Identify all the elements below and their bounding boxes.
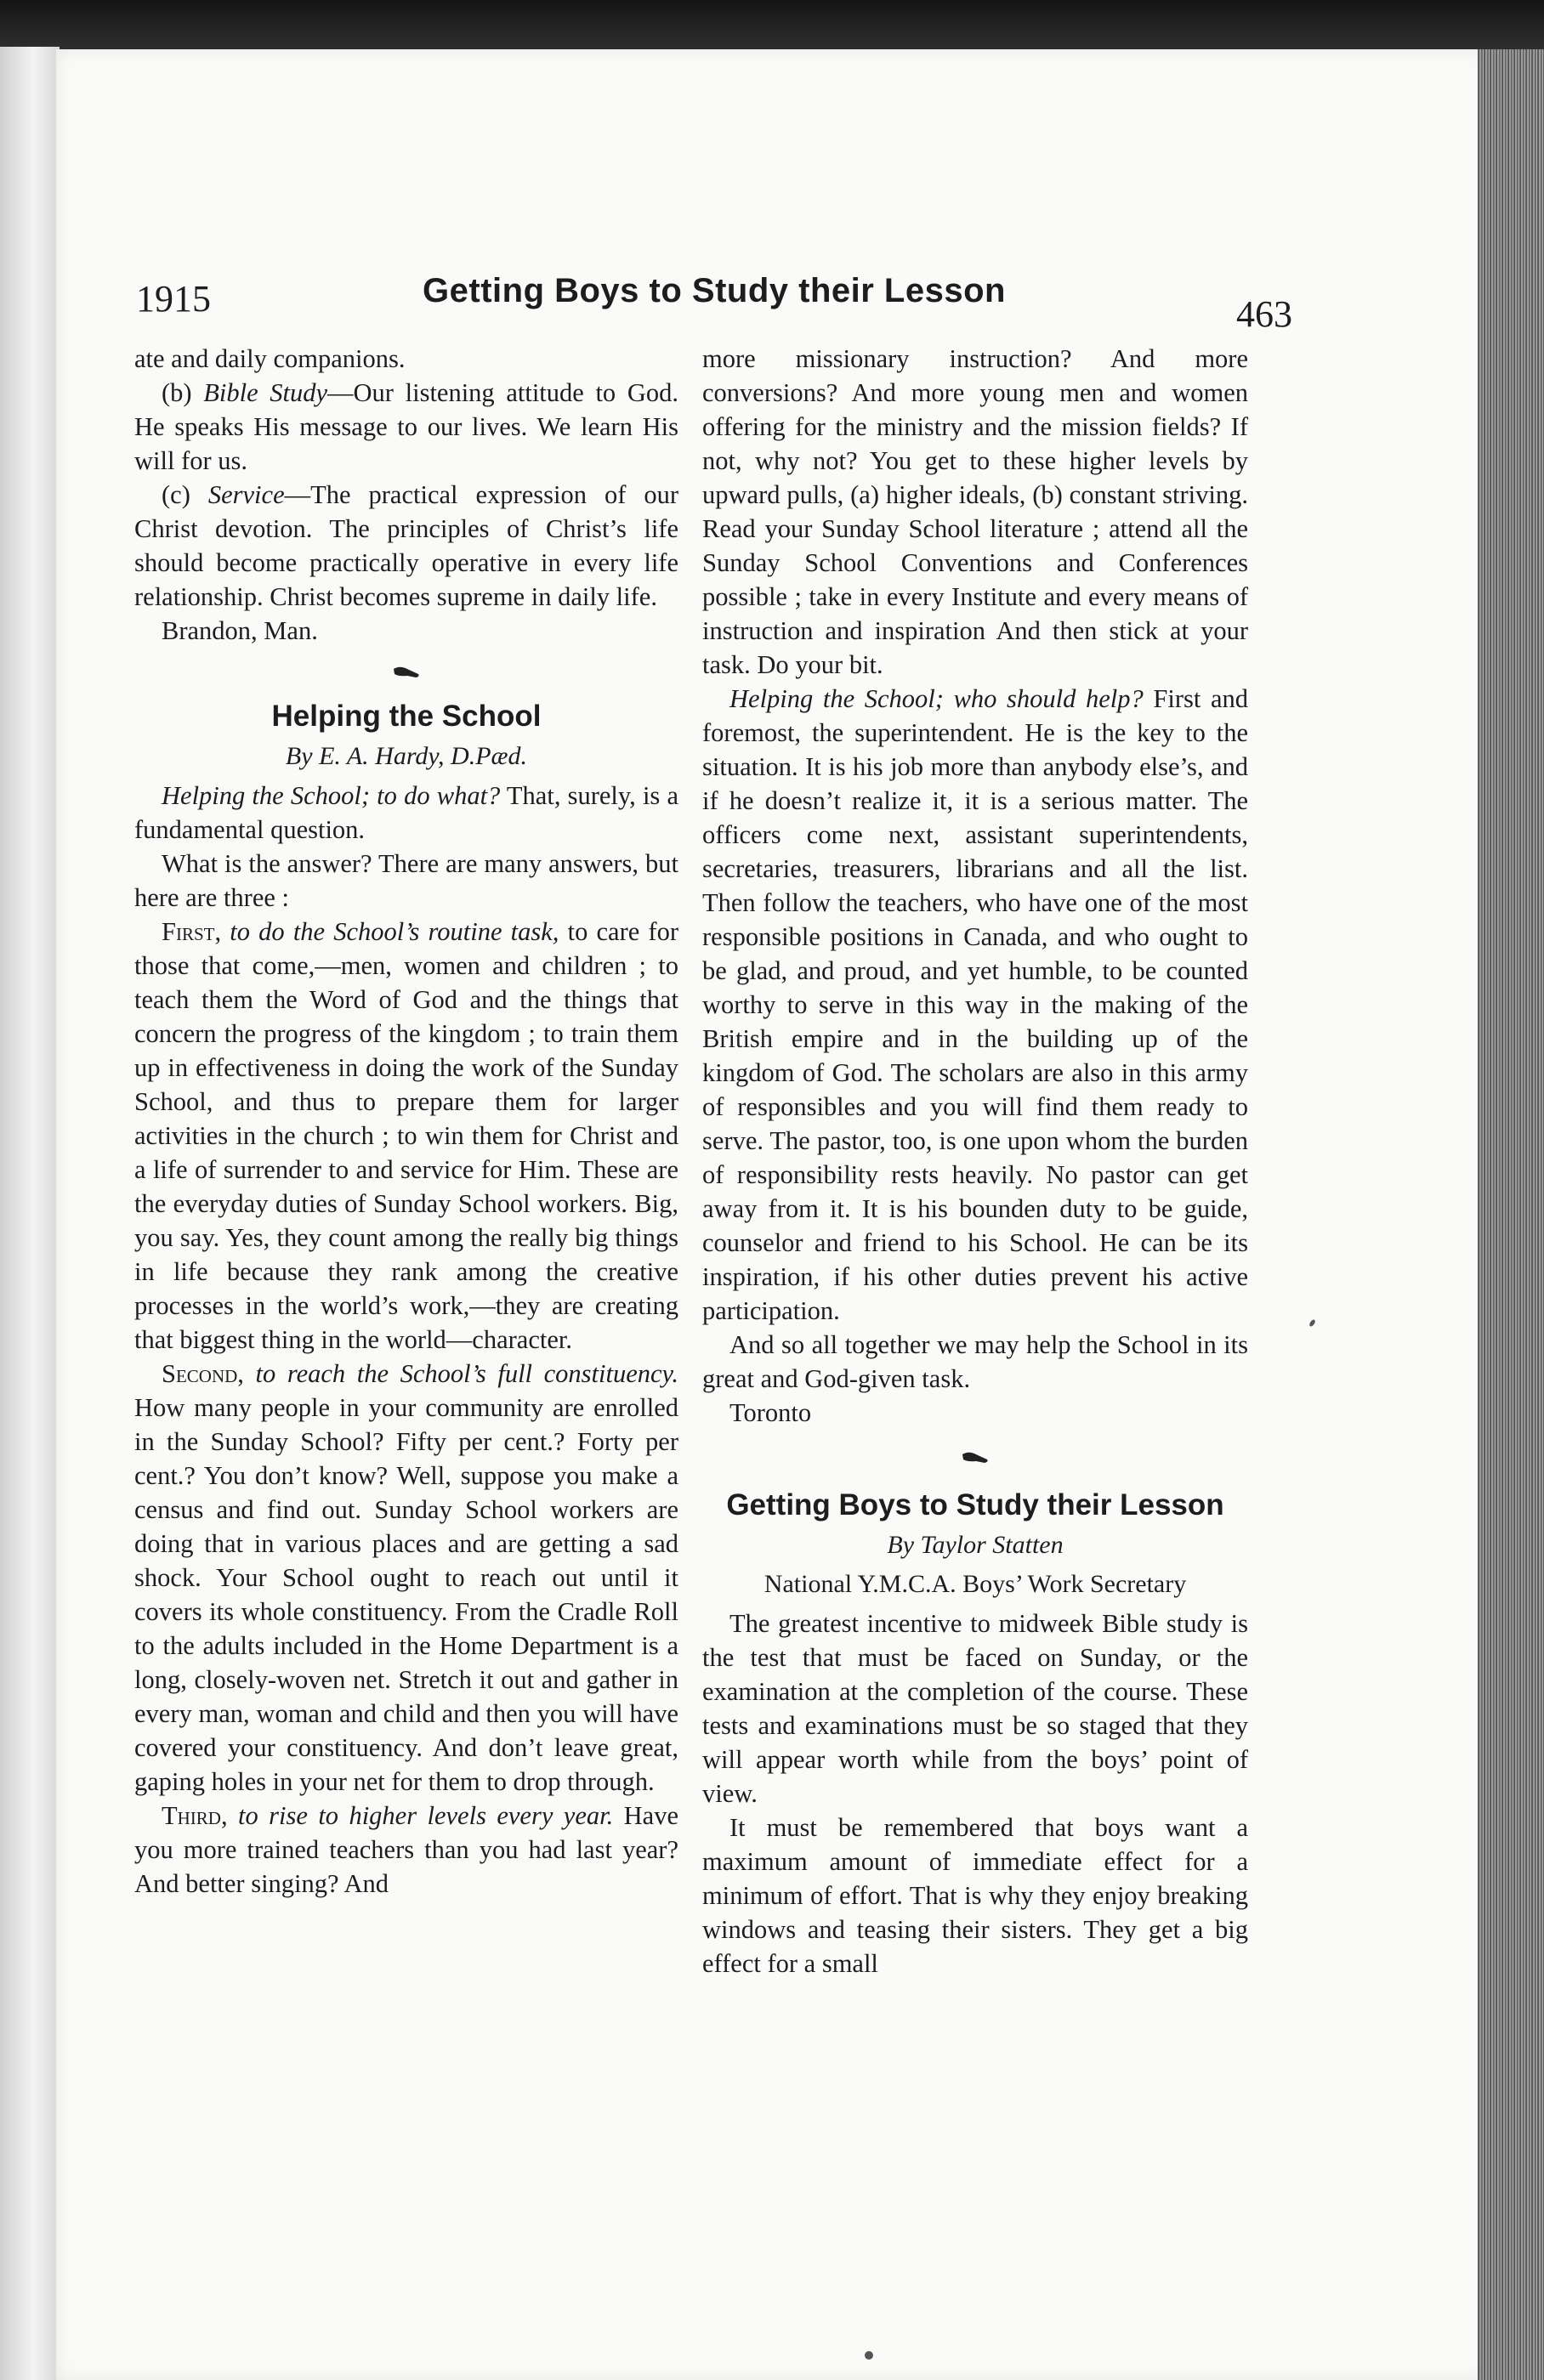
article-byline: By Taylor Statten xyxy=(887,1531,1064,1559)
paragraph-second xyxy=(134,1357,678,1799)
article-byline: By E. A. Hardy, D.Pæd. xyxy=(285,742,528,770)
item-term: Service xyxy=(207,480,285,509)
paragraph: more missionary instruction? And more conversions? And more young men and women offering for the ministry and the mission fields? If not, why not? You get to these higher levels by upward pulls, (a) higher ideals, (b) constant striving. Read your Sunday School literature ; attend all the Sunday School Conventions and Conferences possible ; take in every Institute and every means of instruction and inspiration And then stick at your task. Do your bit. xyxy=(702,344,1248,679)
page-stack-edge xyxy=(1478,49,1544,2380)
italic-phrase: Helping the School; to do what? xyxy=(162,781,501,810)
running-head-title: Getting Boys to Study their Lesson xyxy=(423,272,1006,309)
item-text: —The practical expression of our Christ devotion. The principles of Christ’s life should become practically operative in every life relationship. Christ becomes supreme in daily life. xyxy=(134,480,679,611)
right-column xyxy=(702,342,1248,1980)
item-label: (c) xyxy=(162,480,190,509)
signoff-place: Brandon, Man. xyxy=(162,616,318,645)
item-label: (b) xyxy=(162,378,192,407)
paragraph: The greatest incentive to midweek Bible study is the test that must be faced on Sunday, or the examination at the completion of the course. These tests and examinations must be so staged that they will appear worth while from the boys’ point of view. xyxy=(702,1609,1248,1808)
small-caps-lead: Third, xyxy=(162,1801,228,1830)
paragraph: And so all together we may help the School in its great and God-given task. xyxy=(702,1330,1248,1393)
previous-page-edge xyxy=(0,47,60,2380)
paragraph xyxy=(702,682,1248,1328)
paragraph-text: Have you more trained teachers than you had last year? And better singing? And xyxy=(134,1801,679,1898)
paragraph-third xyxy=(134,1799,678,1901)
paragraph-text: How many people in your community are enrolled in the Sunday School? Fifty per cent.? Forty per cent.? You don’t know? Well, suppose you make a census and find out. Sunday School workers are doing that in various places and are getting a sad shock. Your School ought to reach out until it covers its whole constituency. From the Cradle Roll to the adults included in the Home Department is a long, closely-woven net. Stretch it out and gather in every man, woman and child and then you will have covered your constituency. And don’t leave great, gaping holes in your net for them to drop through. xyxy=(134,1393,678,1796)
item-text: —Our listening attitude to God. He speaks His message to our lives. We learn His will for us. xyxy=(134,378,678,475)
small-caps-lead: Second, xyxy=(162,1359,244,1388)
scan-background-top xyxy=(0,0,1544,49)
paragraph-text: That, surely, is a fundamental question. xyxy=(134,781,679,844)
paragraph: ate and daily companions. xyxy=(134,344,406,373)
small-caps-lead: First, xyxy=(162,917,222,946)
signoff-place: Toronto xyxy=(729,1398,812,1427)
paragraph-first xyxy=(134,915,678,1357)
item-term: Bible Study xyxy=(203,378,328,407)
running-head-year: 1915 xyxy=(136,278,211,320)
paragraph-text: First and foremost, the superintendent. He is the key to the situation. It is his job more than anybody else’s, and if he doesn’t realize it, it is a serious matter. The officers come next, assistant superintendents, secretaries, treasurers, librarians and all the list. Then follow the teachers, who have one of the most responsible positions in Canada, and who ought to be glad, and proud, and yet humble, to be counted worthy to serve in this way in the making of the British empire and in the building up of the kingdom of God. The scholars are also in this army of responsibles and you will find them ready to serve. The pastor, too, is one upon whom the burden of responsibility rests heavily. No pastor can get away from it. It is his bounden duty to be guide, counselor and friend to his School. He can be its inspiration, if his other duties prevent his active participation. xyxy=(702,684,1248,1325)
article-heading: Helping the School xyxy=(271,700,542,733)
left-column xyxy=(134,342,678,1901)
running-head xyxy=(136,272,1292,335)
paragraph: What is the answer? There are many answers, but here are three : xyxy=(134,849,678,912)
page-number: 463 xyxy=(1236,293,1292,335)
italic-phrase: to rise to higher levels every year. xyxy=(238,1801,614,1830)
author-affiliation: National Y.M.C.A. Boys’ Work Secretary xyxy=(763,1570,1187,1598)
paragraph-text: to care for those that come,—men, women and children ; to teach them the Word of God and the things that concern the progress of the kingdom ; to train them up in effectiveness in doing the work of the Sunday School, and thus to prepare them for larger activities in the church ; to win them for Christ and a life of surrender to and service for Him. These are the everyday duties of Sunday School workers. Big, you say. Yes, they count among the really big things in life because they rank among the creative processes in the world’s work,—they are creating that biggest thing in the world—character. xyxy=(134,917,678,1354)
pointing-hand-icon xyxy=(961,1448,990,1467)
section-ornament xyxy=(702,1430,1248,1486)
article-heading: Getting Boys to Study their Lesson xyxy=(726,1488,1224,1522)
section-ornament xyxy=(134,648,678,697)
italic-phrase: to do the School’s routine task, xyxy=(230,917,559,946)
paragraph-bible-study xyxy=(134,376,678,478)
paragraph-service xyxy=(134,478,678,614)
pointing-hand-icon xyxy=(392,663,421,682)
paragraph xyxy=(134,779,678,847)
scan-speck xyxy=(865,2351,873,2360)
paragraph: It must be remembered that boys want a maximum amount of immediate effect for a minimum of effort. That is why they enjoy breaking windows and teasing their sisters. They get a big effect for a small xyxy=(702,1813,1248,1978)
italic-phrase: Helping the School; who should help? xyxy=(729,684,1144,713)
italic-phrase: to reach the School’s full constituency. xyxy=(255,1359,678,1388)
